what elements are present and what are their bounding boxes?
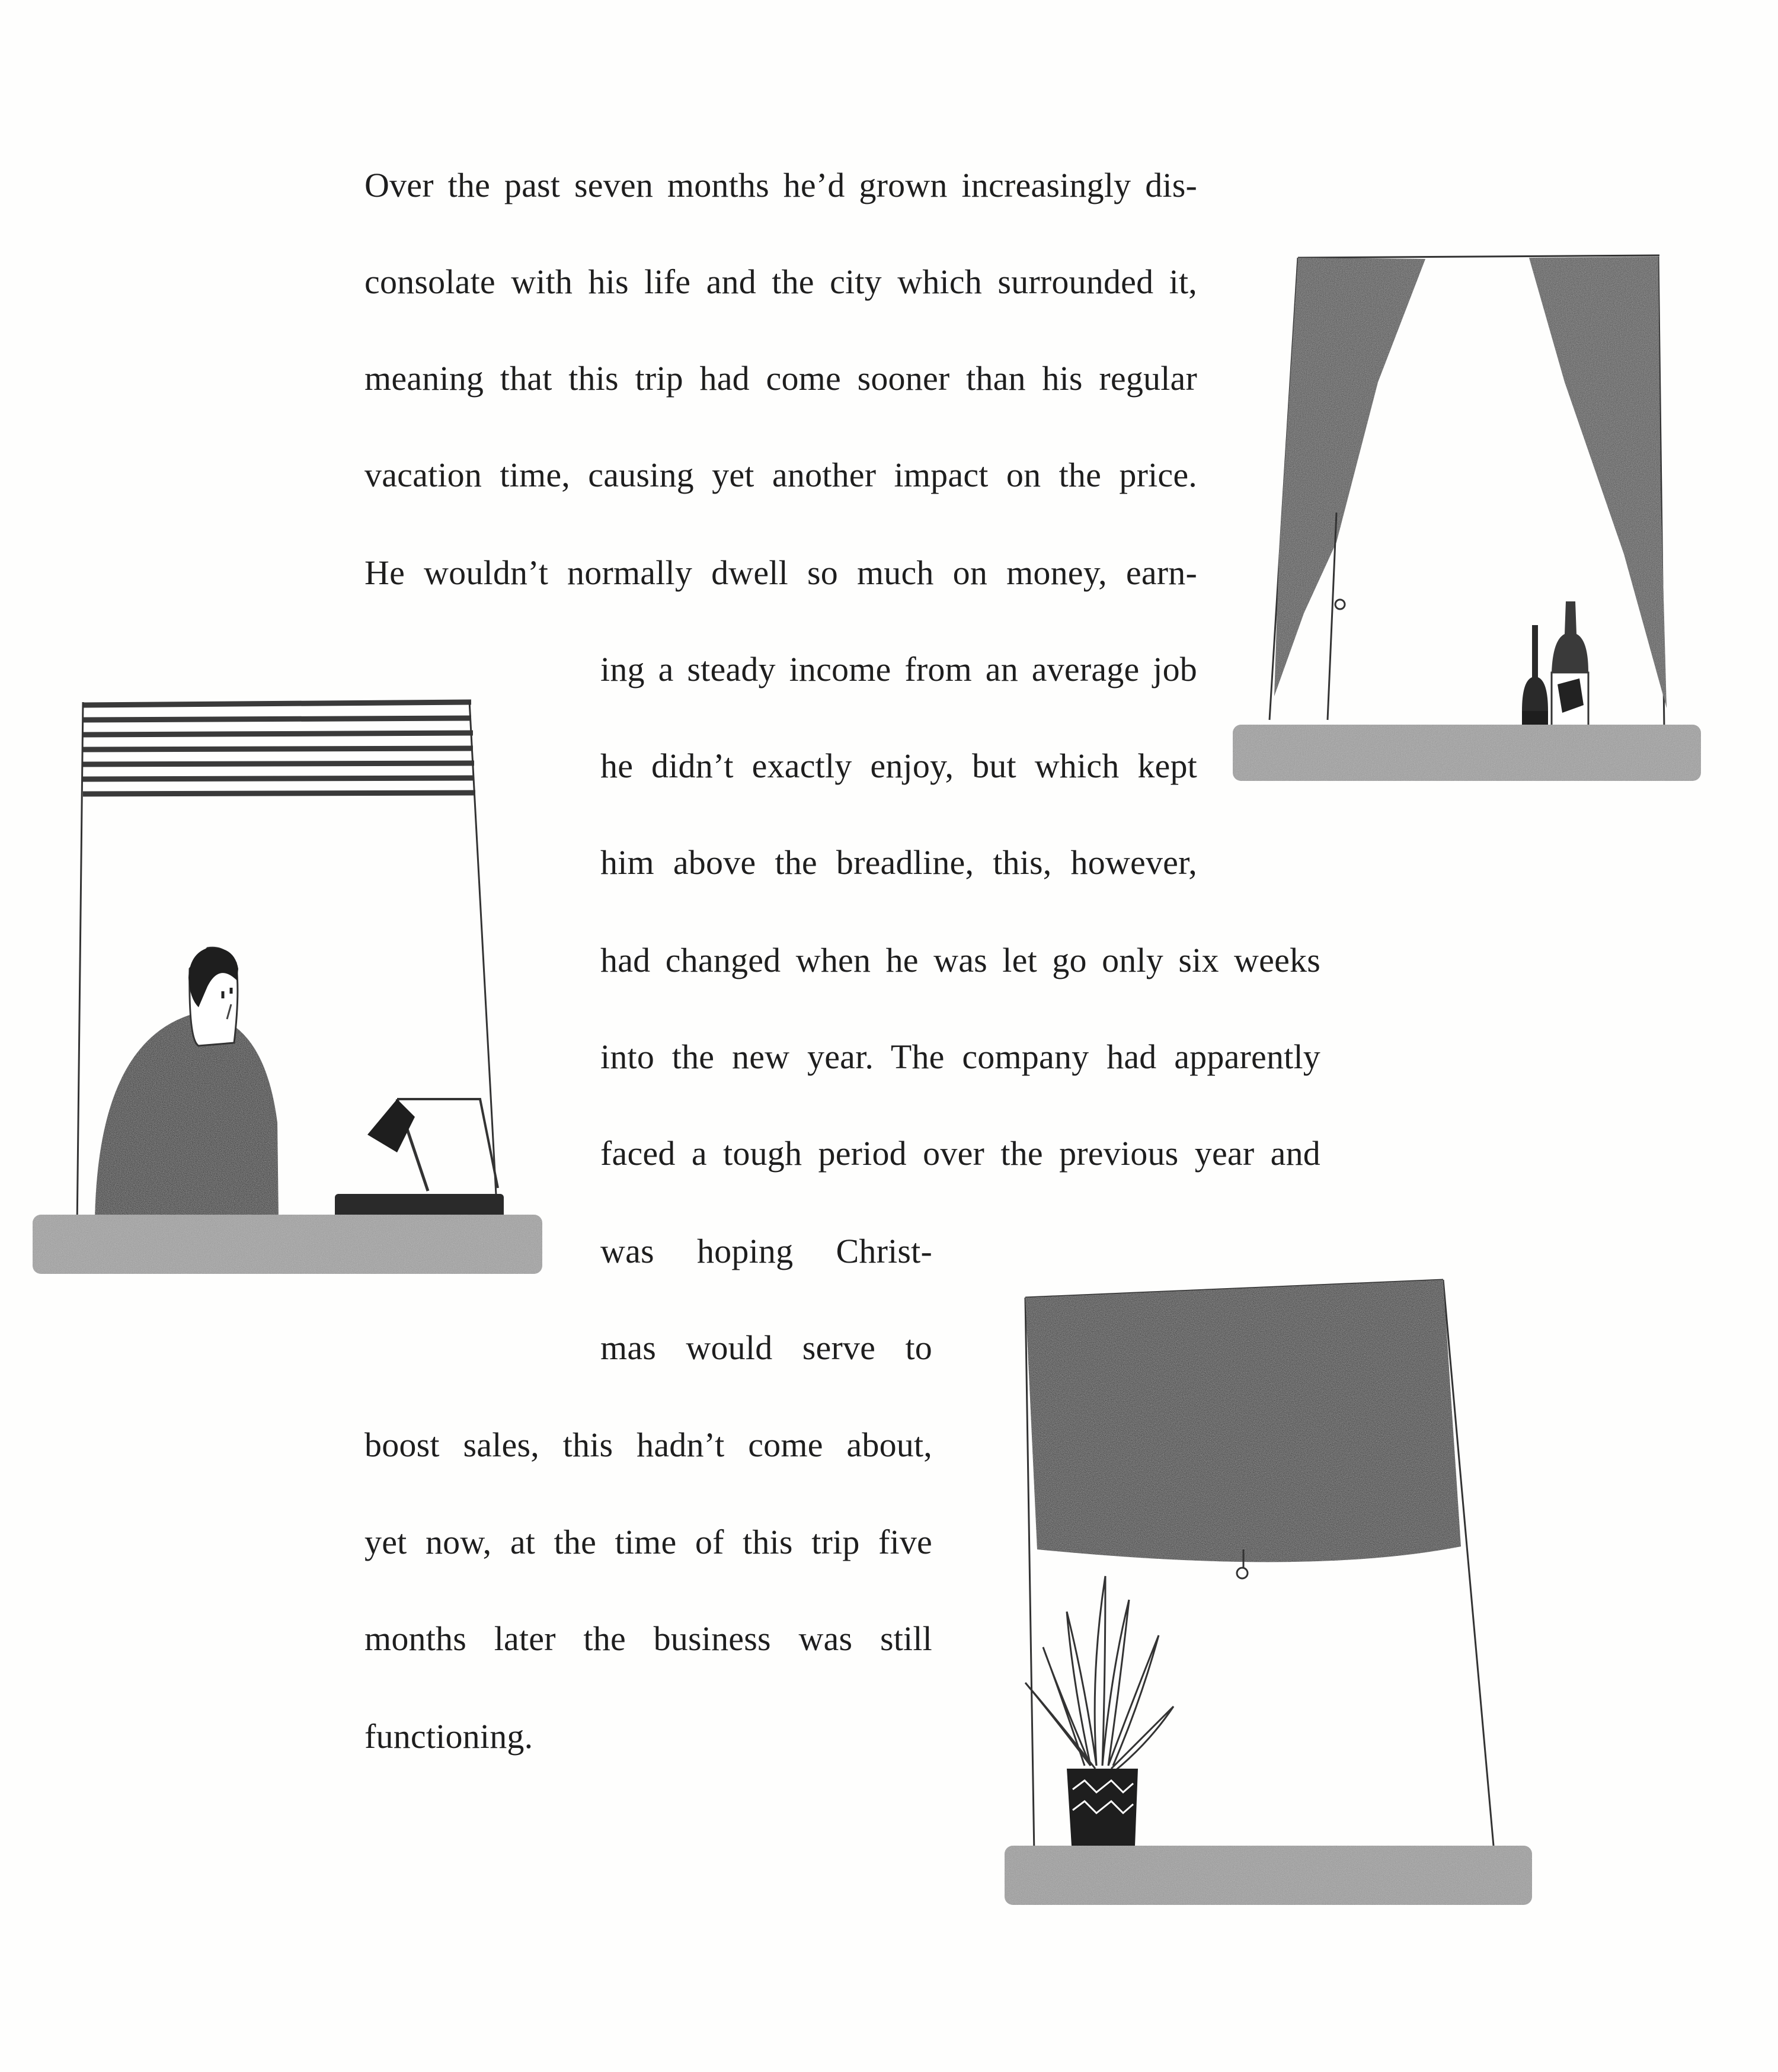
text-line: was hoping Christ- — [600, 1232, 932, 1270]
text-line: months later the business was still — [364, 1619, 932, 1658]
man-figure — [95, 947, 279, 1221]
text-line: meaning that this trip had come sooner than his regular — [364, 359, 1197, 398]
text-line: mas would serve to — [600, 1328, 932, 1367]
text-line: consolate with his life and the city which surrounded it, — [364, 262, 1197, 301]
text-line: Over the past seven months he’d grown increasingly dis- — [364, 166, 1197, 204]
text-line: boost sales, this hadn’t come about, — [364, 1426, 932, 1464]
text-line: had changed when he was let go only six weeks — [600, 941, 1320, 979]
window-blind-with-potted-plant-icon — [1002, 1268, 1538, 1914]
text-line: ing a steady income from an average job — [600, 650, 1197, 688]
curtained-window-with-wine-bottles-icon — [1233, 246, 1701, 791]
text-line: he didn’t exactly enjoy, but which kept — [600, 747, 1197, 785]
man-at-desk-with-lamp-icon — [30, 684, 545, 1277]
text-line: him above the breadline, this, however, — [600, 843, 1197, 882]
text-line: into the new year. The company had apparently — [600, 1037, 1320, 1076]
desk-lamp — [335, 1099, 504, 1224]
text-line: faced a tough period over the previous year and — [600, 1134, 1320, 1173]
text-line: vacation time, causing yet another impact on the price. — [364, 456, 1197, 494]
text-line: functioning. — [364, 1717, 533, 1756]
text-line: He wouldn’t normally dwell so much on money, earn- — [364, 553, 1197, 592]
text-line: yet now, at the time of this trip five — [364, 1523, 932, 1561]
potted-plant — [1025, 1576, 1173, 1846]
